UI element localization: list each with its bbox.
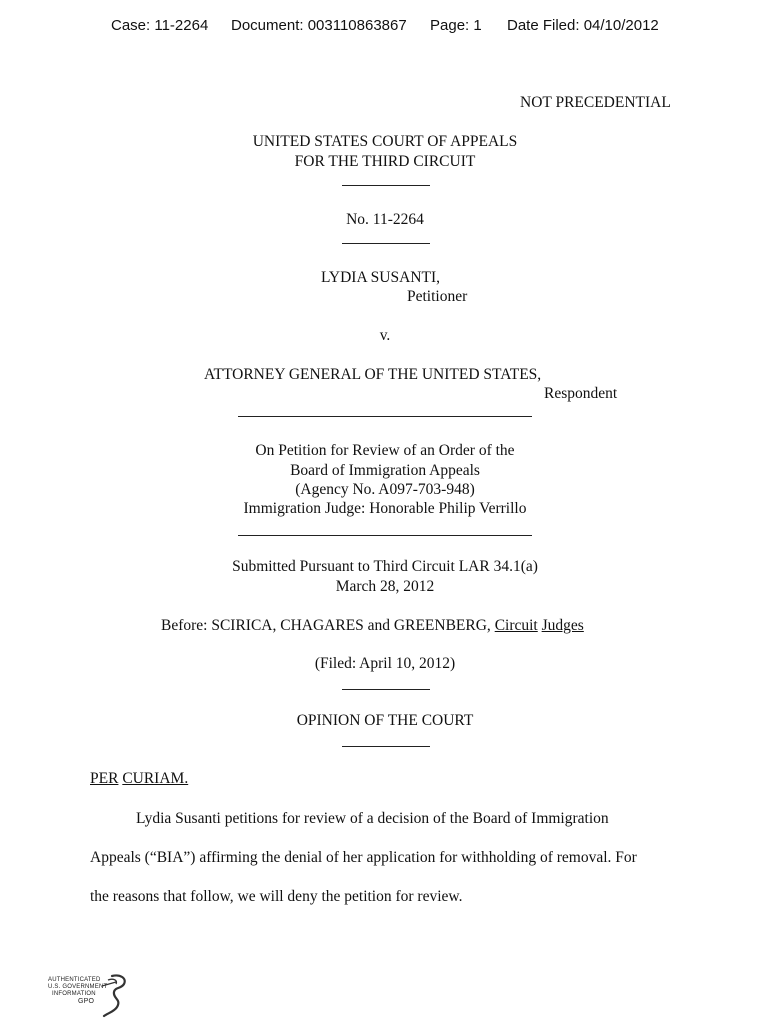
submitted-line: Submitted Pursuant to Third Circuit LAR 34.1(a) bbox=[232, 558, 538, 575]
case-number: No. 11-2264 bbox=[346, 211, 424, 228]
divider bbox=[238, 416, 532, 417]
divider bbox=[238, 535, 532, 536]
court-name-line2: FOR THE THIRD CIRCUIT bbox=[294, 153, 476, 170]
versus: v. bbox=[379, 327, 391, 344]
agency-number: (Agency No. A097-703-948) bbox=[295, 481, 475, 498]
logo-line3: INFORMATION bbox=[52, 991, 96, 997]
panel-judges-names: Before: SCIRICA, CHAGARES and GREENBERG, bbox=[161, 617, 495, 634]
opinion-title: OPINION OF THE COURT bbox=[296, 712, 474, 729]
header-document: Document: 003110863867 bbox=[231, 17, 407, 34]
logo-line1: AUTHENTICATED bbox=[48, 977, 101, 983]
petition-line2: Board of Immigration Appeals bbox=[290, 462, 480, 479]
opinion-paragraph-line2: Appeals (“BIA”) affirming the denial of her application for withholding of removal. For bbox=[90, 849, 637, 866]
gpo-authentication-logo bbox=[42, 972, 132, 1018]
header-case: Case: 11-2264 bbox=[111, 17, 209, 34]
divider bbox=[342, 243, 430, 244]
panel-judges bbox=[161, 617, 584, 635]
divider bbox=[342, 746, 430, 747]
petitioner-name: LYDIA SUSANTI, bbox=[321, 269, 441, 286]
logo-line4: GPO bbox=[78, 998, 95, 1005]
divider bbox=[342, 185, 430, 186]
immigration-judge: Immigration Judge: Honorable Philip Verrillo bbox=[243, 500, 527, 517]
header-page: Page: 1 bbox=[430, 17, 482, 34]
opinion-paragraph-line1: Lydia Susanti petitions for review of a decision of the Board of Immigration bbox=[136, 810, 609, 827]
respondent-role: Respondent bbox=[544, 385, 618, 402]
opinion-paragraph-line3: the reasons that follow, we will deny the petition for review. bbox=[90, 888, 463, 905]
petition-line1: On Petition for Review of an Order of the bbox=[255, 442, 515, 459]
curiam-label: CURIAM. bbox=[122, 770, 189, 787]
logo-line2: U.S. GOVERNMENT bbox=[48, 984, 108, 990]
court-name-line1: UNITED STATES COURT OF APPEALS bbox=[252, 133, 518, 150]
per-label: PER bbox=[90, 770, 119, 787]
per-curiam bbox=[90, 770, 188, 788]
divider bbox=[342, 689, 430, 690]
panel-circuit: Circuit bbox=[494, 617, 538, 634]
precedential-status: NOT PRECEDENTIAL bbox=[520, 94, 671, 111]
respondent-name: ATTORNEY GENERAL OF THE UNITED STATES, bbox=[204, 366, 542, 383]
header-date-filed: Date Filed: 04/10/2012 bbox=[507, 17, 659, 34]
petitioner-role: Petitioner bbox=[407, 288, 468, 305]
filed-date: (Filed: April 10, 2012) bbox=[314, 655, 456, 672]
panel-judges-word: Judges bbox=[541, 617, 584, 634]
submitted-date: March 28, 2012 bbox=[335, 578, 435, 595]
